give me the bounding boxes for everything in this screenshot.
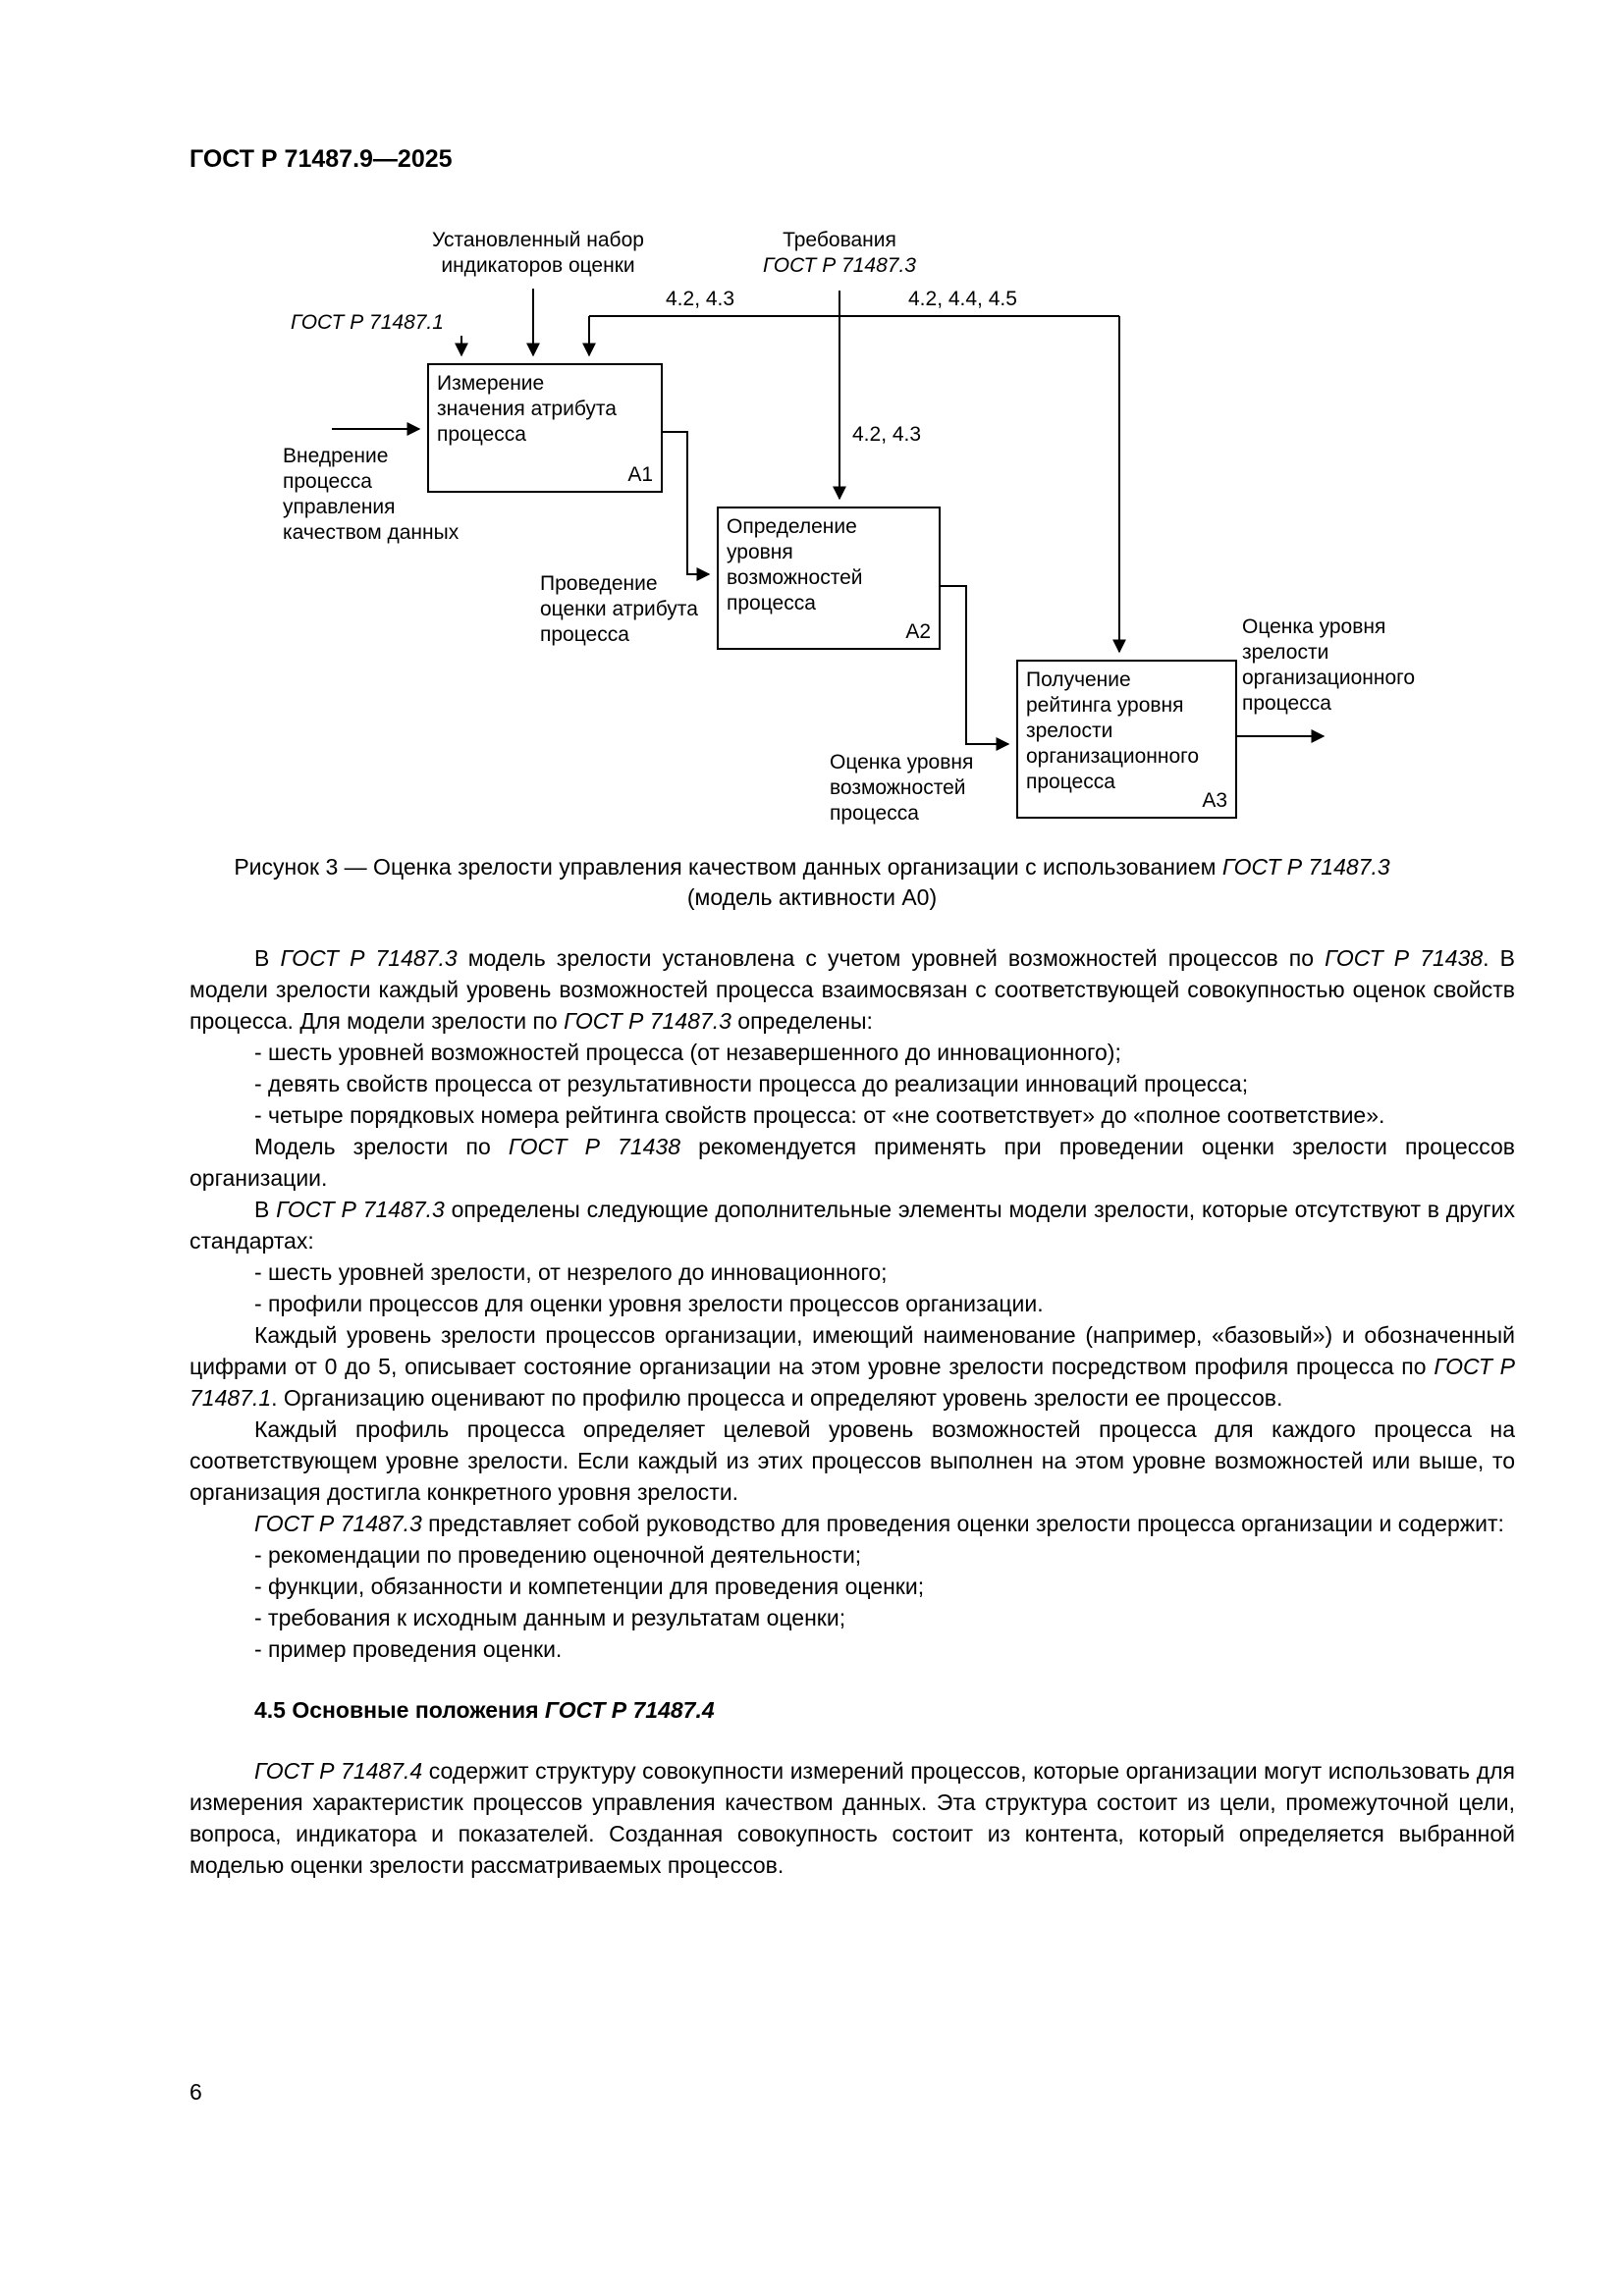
page-number: 6 (189, 2079, 202, 2105)
paragraph: В ГОСТ Р 71487.3 модель зрелости установлена с учетом уровней возможностей процессов по ГОСТ Р 71438. В модели зрелости каждый уровень возможностей процесса взаимосвязан с соответствующей совокупностью оценок свойств процесса. Для модели зрелости по ГОСТ Р 71487.3 определены: (189, 945, 1515, 1034)
figure-caption-line2: (модель активности А0) (686, 884, 938, 910)
label-gost-71487-1: ГОСТ Р 71487.1 (291, 311, 444, 334)
a2-output-label: Оценка уровня возможностей процесса (830, 751, 974, 825)
section-heading: 4.5 Основные положения ГОСТ Р 71487.4 (254, 1697, 715, 1723)
requirements-ref: ГОСТ Р 71487.3 (763, 254, 916, 277)
figure-caption (147, 852, 1477, 913)
list-item: - профили процессов для оценки уровня зрелости процессов организации. (254, 1291, 1044, 1316)
paragraph: Каждый профиль процесса определяет целевой уровень возможностей процесса для каждого процесса на соответствующем уровне зрелости. Если каждый из этих процессов выполнен на этом уровне возможностей или выше, то организация достигла конкретного уровня зрелости. (189, 1416, 1515, 1505)
paragraph: Каждый уровень зрелости процессов организации, имеющий наименование (например, «базовый») и обозначенный цифрами от 0 до 5, описывает состояние организации на этом уровне зрелости посредством профиля процесса по ГОСТ Р 71487.1. Организацию оценивают по профилю процесса и определяют уровень зрелости ее процессов. (189, 1322, 1516, 1411)
list-item: - шесть уровней возможностей процесса (от незавершенного до инновационного); (254, 1040, 1121, 1065)
page-header: ГОСТ Р 71487.9—2025 (189, 145, 453, 173)
diagram-arrows (0, 0, 1624, 893)
list-item: - рекомендации по проведению оценочной деятельности; (254, 1542, 862, 1568)
list-item: - требования к исходным данным и результатам оценки; (254, 1605, 846, 1630)
list-item: - четыре порядковых номера рейтинга свойств процесса: от «не соответствует» до «полное соответствие». (254, 1102, 1385, 1128)
label-requirements (731, 228, 947, 279)
list-item: - девять свойств процесса от результативности процесса до реализации инноваций процесса; (254, 1071, 1249, 1096)
box-a1-id: A1 (627, 463, 653, 486)
a3-output-label: Оценка уровня зрелости организационного процесса (1242, 615, 1416, 715)
paragraph: ГОСТ Р 71487.3 представляет собой руководство для проведения оценки зрелости процесса организации и содержит: (254, 1511, 1504, 1536)
body-text (189, 942, 1515, 1881)
ctrl-label-a3: 4.2, 4.4, 4.5 (908, 288, 1017, 310)
list-item: - функции, обязанности и компетенции для проведения оценки; (254, 1574, 925, 1599)
figure-caption-line1: Рисунок 3 — Оценка зрелости управления качеством данных организации с использованием ГОСТ Р 71487.3 (234, 854, 1390, 880)
paragraph: В ГОСТ Р 71487.3 определены следующие дополнительные элементы модели зрелости, которые отсутствуют в других стандартах: (189, 1197, 1516, 1254)
label-indicator-set: Установленный набор индикаторов оценки (432, 229, 644, 277)
box-a3-title: Получение рейтинга уровня зрелости организационного процесса (1026, 668, 1200, 793)
ctrl-label-a2: 4.2, 4.3 (852, 423, 922, 446)
paragraph: Модель зрелости по ГОСТ Р 71438 рекомендуется применять при проведении оценки зрелости процессов организации. (189, 1134, 1515, 1191)
box-a2-id: A2 (905, 620, 931, 643)
list-item: - шесть уровней зрелости, от незрелого до инновационного; (254, 1259, 888, 1285)
activity-box-a3 (1016, 660, 1237, 819)
box-a3-id: A3 (1202, 789, 1227, 812)
ctrl-label-a1: 4.2, 4.3 (666, 288, 735, 310)
input-label: Внедрение процесса управления качеством данных (283, 445, 460, 544)
requirements-title: Требования (783, 229, 896, 251)
activity-box-a2 (717, 507, 941, 650)
paragraph: ГОСТ Р 71487.4 содержит структуру совокупности измерений процессов, которые организации могут использовать для измерения характеристик процессов управления качеством данных. Эта структура состоит из цели, промежуточной цели, вопроса, индикатора и показателей. Созданная совокупность состоит из контента, который определяется выбранной моделью оценки зрелости рассматриваемых процессов. (189, 1758, 1515, 1878)
list-item: - пример проведения оценки. (254, 1636, 563, 1662)
a1-output-label: Проведение оценки атрибута процесса (540, 572, 698, 646)
idef0-diagram (0, 0, 1624, 893)
box-a2-title: Определение уровня возможностей процесса (727, 515, 863, 614)
box-a1-title: Измерение значения атрибута процесса (437, 372, 617, 446)
